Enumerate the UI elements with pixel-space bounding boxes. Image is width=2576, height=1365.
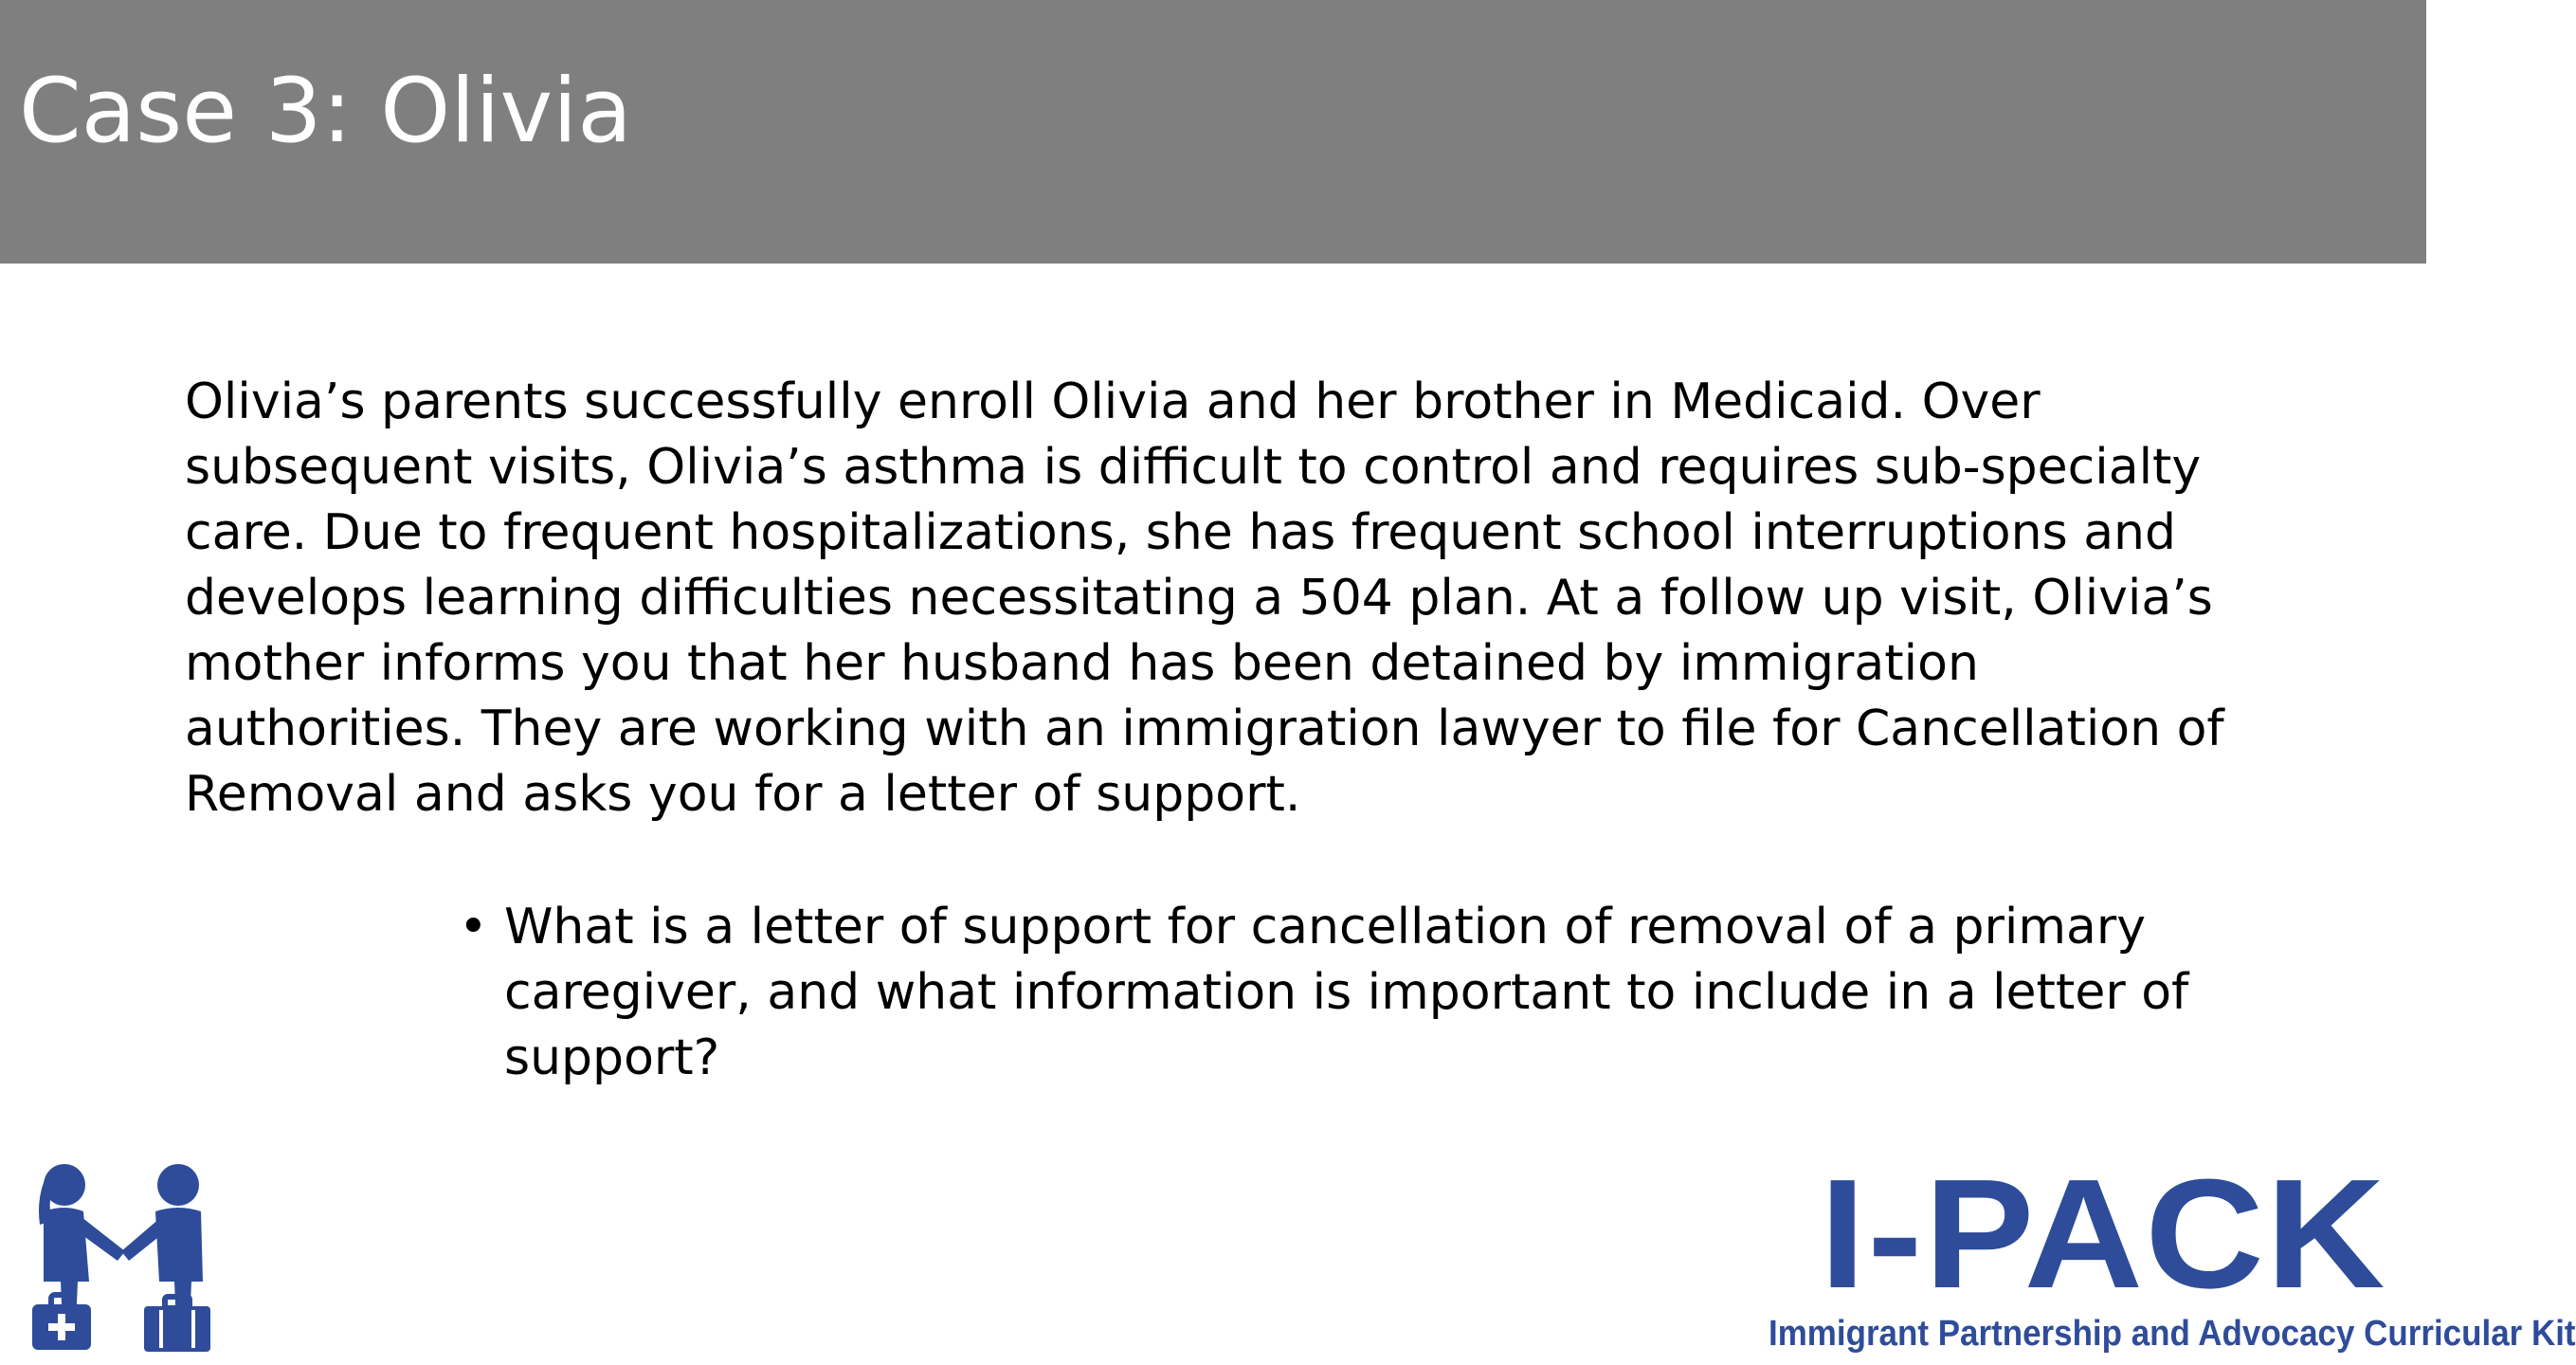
- question-list: [455, 895, 2199, 1091]
- slide-title: Case 3: Olivia: [19, 60, 632, 163]
- ipack-tagline: Immigrant Partnership and Advocacy Curricular Kit: [1769, 1314, 2576, 1354]
- question-text: What is a letter of support for cancellation of removal of a primary caregiver, and what information is important to include in a letter of support?: [504, 899, 2189, 1086]
- case-paragraph: Olivia’s parents successfully enroll Olivia and her brother in Medicaid. Over subsequent visits, Olivia’s asthma is difficult to control and requires sub-specialty care. Due to frequent hospitalizations, she has frequent school interruptions and develops learning difficulties necessitating a 504 plan. At a follow up visit, Olivia’s mother informs you that her husband has been detained by immigration authorities. They are working with an immigration lawyer to file for Cancellation of Removal and asks you for a letter of support.: [185, 373, 2224, 823]
- doctor-and-patient-handshake-icon: [27, 1158, 216, 1356]
- bullet-icon: •: [459, 899, 488, 956]
- ipack-logo: [1763, 1147, 2576, 1365]
- ipack-brand-name: I-PACK: [1820, 1147, 2387, 1320]
- question-item: [455, 895, 2199, 1091]
- title-bar: [0, 0, 2426, 264]
